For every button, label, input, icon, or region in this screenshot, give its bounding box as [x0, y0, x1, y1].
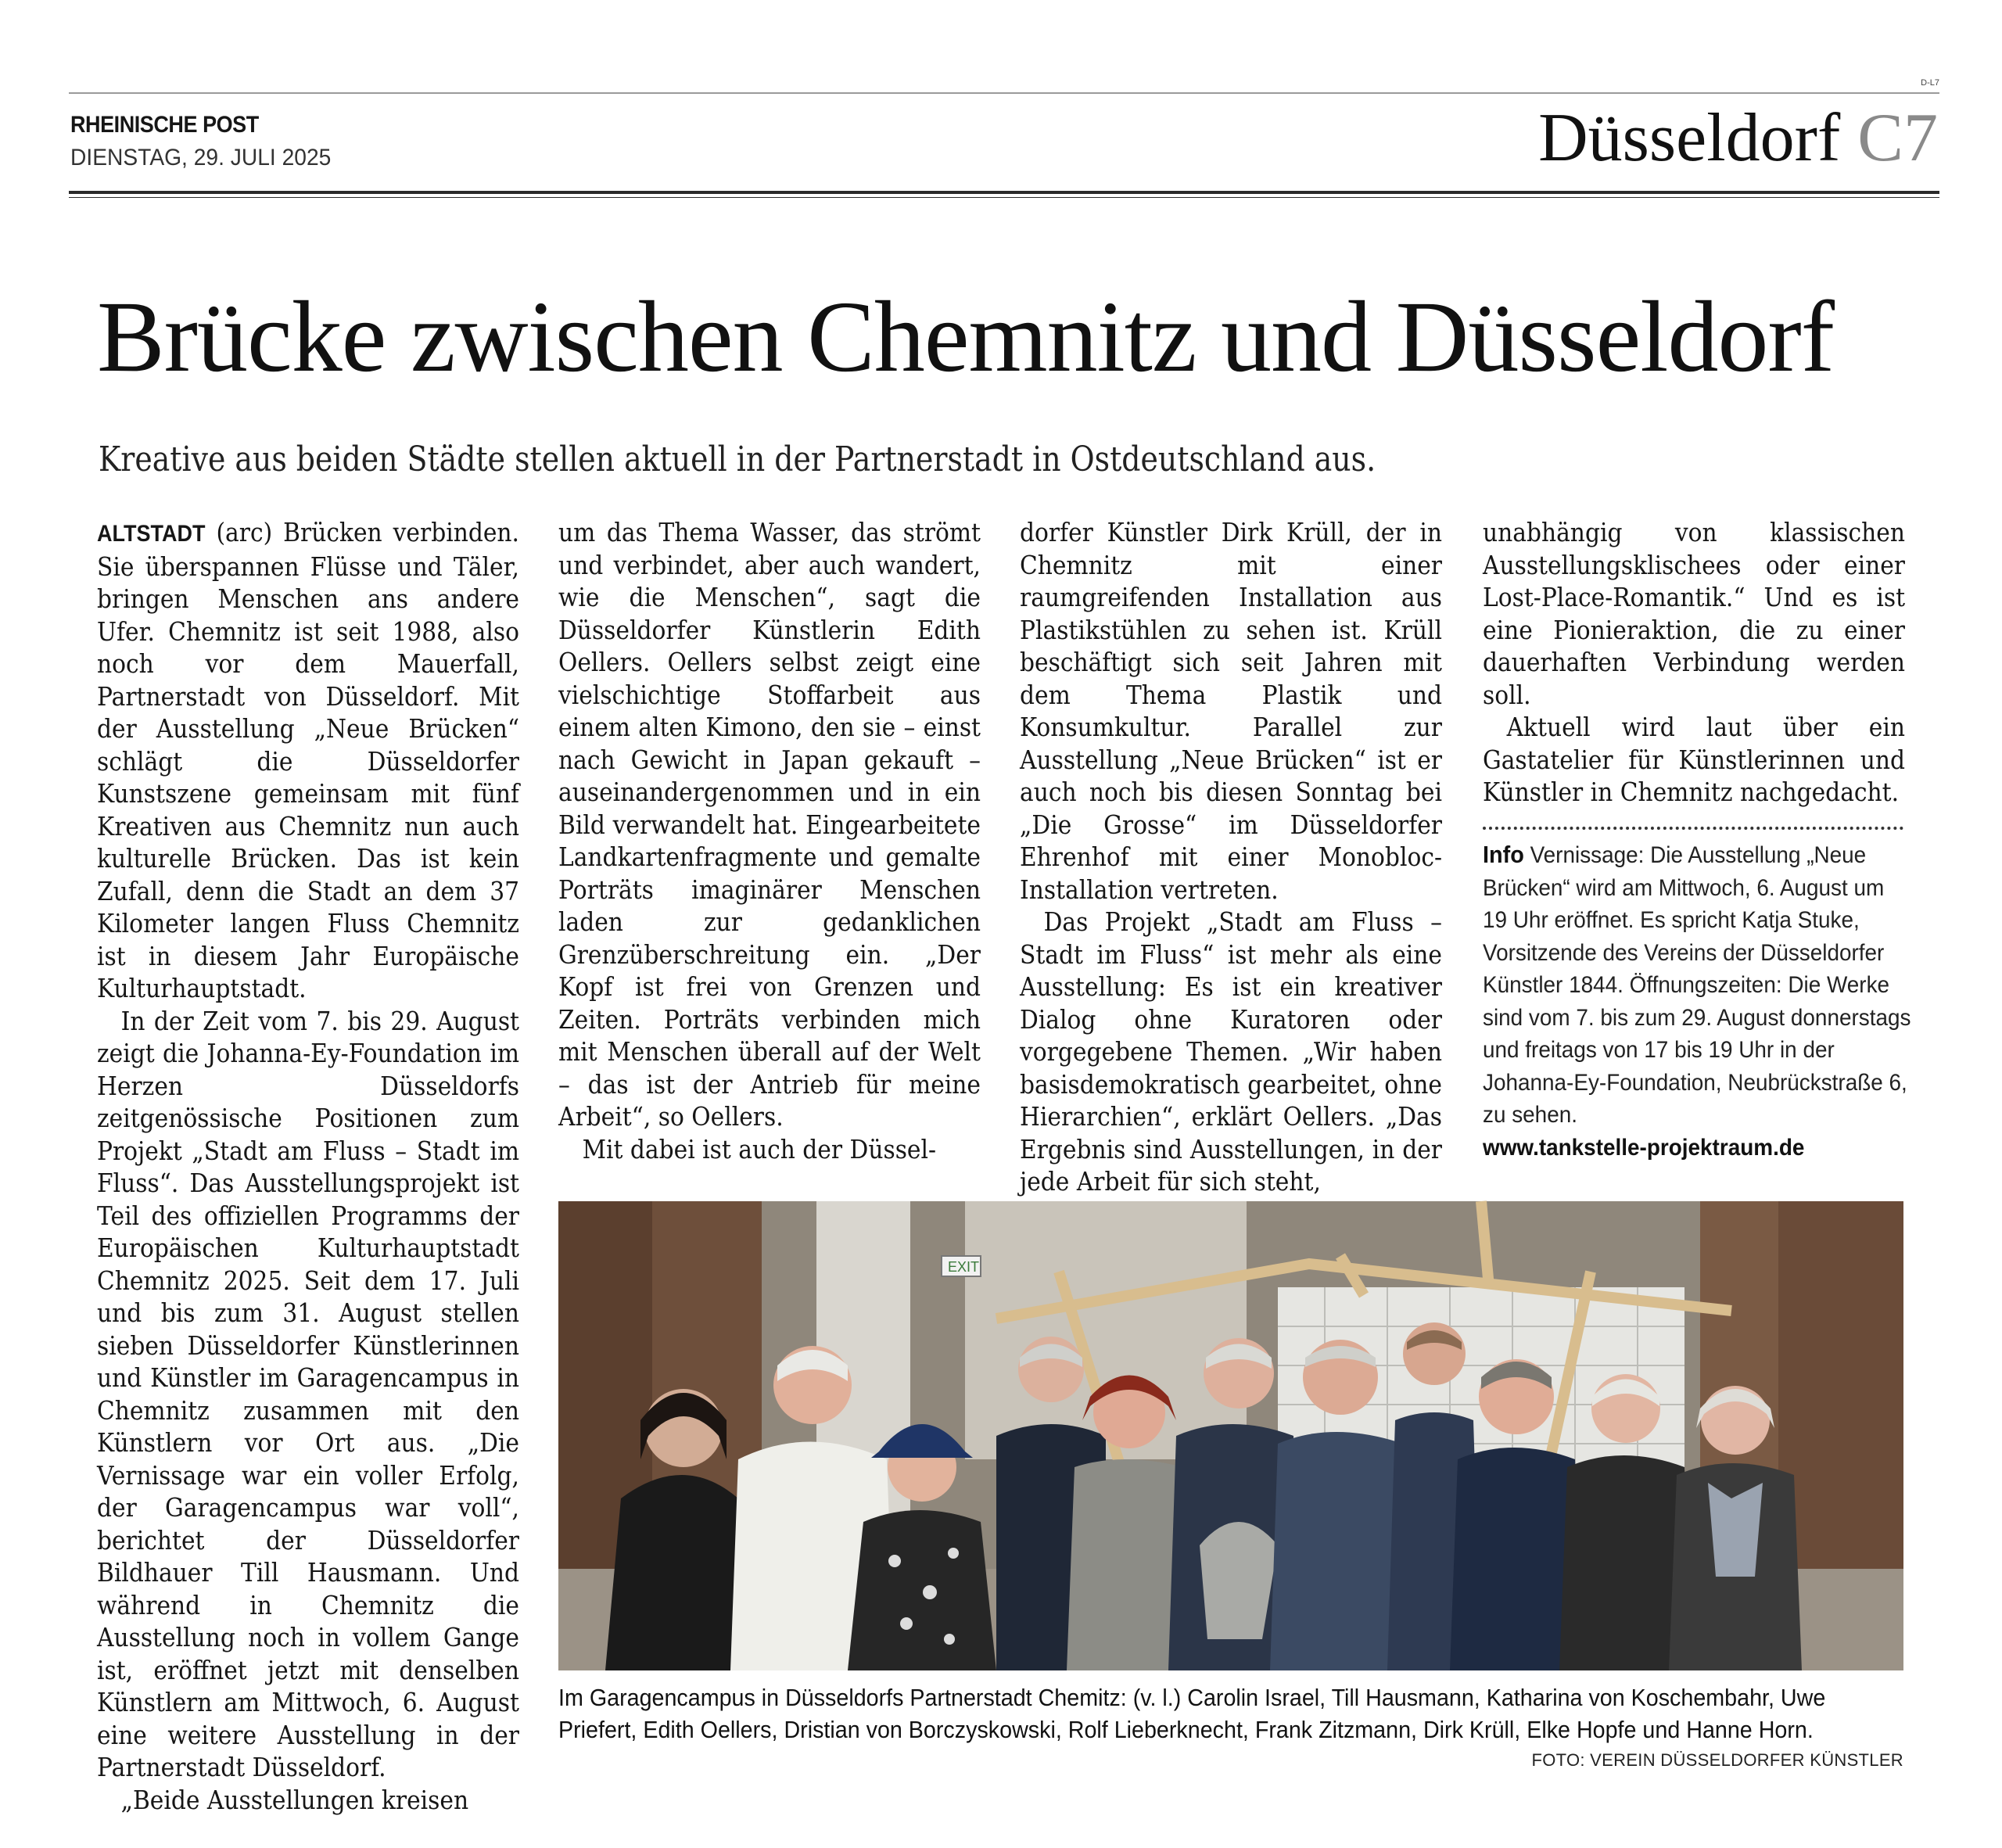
article-column-3 [1020, 516, 1442, 1197]
section-title [1538, 100, 1938, 176]
caption-text: Im Garagencampus in Düsseldorfs Partnerstadt Chemitz: (v. l.) Carolin Israel, Till Hausmann, Katharina von Koschembahr, Uwe Priefert, Edith Oellers, Dristian von Borczyskowski, Rolf Lieberknecht, Frank Zitzmann, Dirk Krüll, Elke Hopfe und Hanne Horn. [558, 1684, 1826, 1743]
group-photo [558, 1201, 1903, 1670]
paragraph: unabhängig von klassischen Ausstellungsklischees oder einer Lost-Place-Romantik.“ Und es ist eine Pionieraktion, die zu einer dauerhaften Verbindung werden soll. [1483, 517, 1905, 710]
paragraph: um das Thema Wasser, das strömt und verbindet, aber auch wandert, wie die Menschen“, sagt die Düsseldorfer Künstlerin Edith Oellers. Oellers selbst zeigt eine vielschichtige Stoffarbeit aus einem alten Kimono, den sie – einst nach Gewicht in Japan gekauft – auseinandergenommen und in ein Bild verwandelt hat. Eingearbeitete Landkartenfragmente und gemalte Porträts imaginärer Menschen laden zur gedanklichen Grenzüberschreitung ein. „Der Kopf ist frei von Grenzen und Zeiten. Porträts verbinden mich mit Menschen überall auf der Welt – das ist der Antrieb für meine Arbeit“, so Oellers. [558, 517, 981, 1132]
publication-name: RHEINISCHE POST [70, 112, 259, 138]
header-bottom-thin-rule [69, 197, 1939, 198]
paragraph: „Beide Ausstellungen kreisen [120, 1784, 469, 1815]
header-top-rule [69, 92, 1939, 94]
article-column-2 [558, 516, 981, 1164]
edition-code: D-L7 [1921, 78, 1939, 88]
paragraph: Aktuell wird laut über ein Gastatelier für Künstlerinnen und Künstler in Chemnitz nachgedacht. [1483, 712, 1905, 807]
paragraph: In der Zeit vom 7. bis 29. August zeigt die Johanna-Ey-Foundation im Herzen Düsseldorfs zeitgenössische Positionen zum Projekt „Stadt am Fluss – Stadt im Fluss“. Das Ausstellungsprojekt ist Teil des offiziellen Programms der Europäischen Kulturhauptstadt Chemnitz 2025. Seit dem 17. Juli und bis zum 31. August stellen sieben Düsseldorfer Künstlerinnen und Künstler im Garagencampus in Chemnitz zusammen mit den Künstlern vor Ort aus. „Die Vernissage war ein voller Erfolg, der Garagencampus war voll“, berichtet der Düsseldorfer Bildhauer Till Hausmann. Und während in Chemnitz die Ausstellung noch in vollem Gange ist, eröffnet jetzt mit denselben Künstlern am Mittwoch, 6. August eine weitere Ausstellung in der Partnerstadt Düsseldorf. [97, 1005, 519, 1782]
photo-credit: FOTO: VEREIN DÜSSELDORFER KÜNSTLER [1531, 1750, 1903, 1770]
article-column-1 [97, 516, 519, 1815]
paragraph: ALTSTADT (arc) Brücken verbinden. Sie überspannen Flüsse und Täler, bringen Menschen ans andere Ufer. Chemnitz ist seit 1988, also noch vor dem Mauerfall, Partnerstadt von Düsseldorf. Mit der Ausstellung „Neue Brücken“ schlägt die Düsseldorfer Kunstszene gemeinsam mit fünf Kreativen aus Chemnitz nun auch kulturelle Brücken. Das ist kein Zufall, denn die Stadt an dem 37 Kilometer langen Fluss Chemnitz ist in diesem Jahr Europäische Kulturhauptstadt. [97, 517, 519, 1003]
dateline: ALTSTADT [97, 521, 206, 547]
info-label: Info [1483, 841, 1524, 868]
section-name: Düsseldorf [1538, 100, 1841, 176]
photo-caption [558, 1681, 1903, 1746]
page-number: C7 [1857, 100, 1938, 176]
info-text: Vernissage: Die Ausstellung „Neue Brücken“ wird am Mittwoch, 6. August um 19 Uhr eröffnet. Es spricht Katja Stuke, Vorsitzende des Vereins der Düsseldorfer Künstler 1844. Öffnungszeiten: Die Werke sind vom 7. bis zum 29. August donnerstags und freitags von 17 bis 19 Uhr in der Johanna-Ey-Foundation, Neubrückstraße 6, zu sehen. [1483, 842, 1911, 1128]
info-url-link[interactable]: www.tankstelle-projektraum.de [1483, 1134, 1805, 1161]
paragraph: Mit dabei ist auch der Düssel- [582, 1133, 937, 1164]
publication-date: DIENSTAG, 29. JULI 2025 [70, 145, 332, 170]
info-divider [1483, 827, 1903, 830]
headline: Brücke zwischen Chemnitz und Düsseldorf [97, 281, 1835, 393]
subheadline: Kreative aus beiden Städte stellen aktuell in der Partnerstadt in Ostdeutschland aus. [99, 440, 1376, 479]
info-box [1483, 838, 1911, 1164]
exit-sign-text: EXIT [948, 1259, 980, 1275]
paragraph: Das Projekt „Stadt am Fluss – Stadt im Fluss“ ist mehr als eine Ausstellung: Es ist ein kreativer Dialog ohne Kuratoren oder vorgegebene Themen. „Wir haben basisdemokratisch gearbeitet, ohne Hierarchien“, erklärt Oellers. „Das Ergebnis sind Ausstellungen, in der jede Arbeit für sich steht, [1020, 906, 1442, 1197]
article-column-4 [1483, 516, 1905, 829]
header-bottom-rule [69, 191, 1939, 194]
paragraph: dorfer Künstler Dirk Krüll, der in Chemnitz mit einer raumgreifenden Installation aus Plastikstühlen zu sehen ist. Krüll beschäftigt sich seit Jahren mit dem Thema Plastik und Konsumkultur. Parallel zur Ausstellung „Neue Brücken“ ist er auch noch bis diesen Sonntag bei „Die Grosse“ im Düsseldorfer Ehrenhof mit einer Monobloc-Installation vertreten. [1020, 517, 1442, 905]
group-photo-illustration [558, 1201, 1903, 1670]
